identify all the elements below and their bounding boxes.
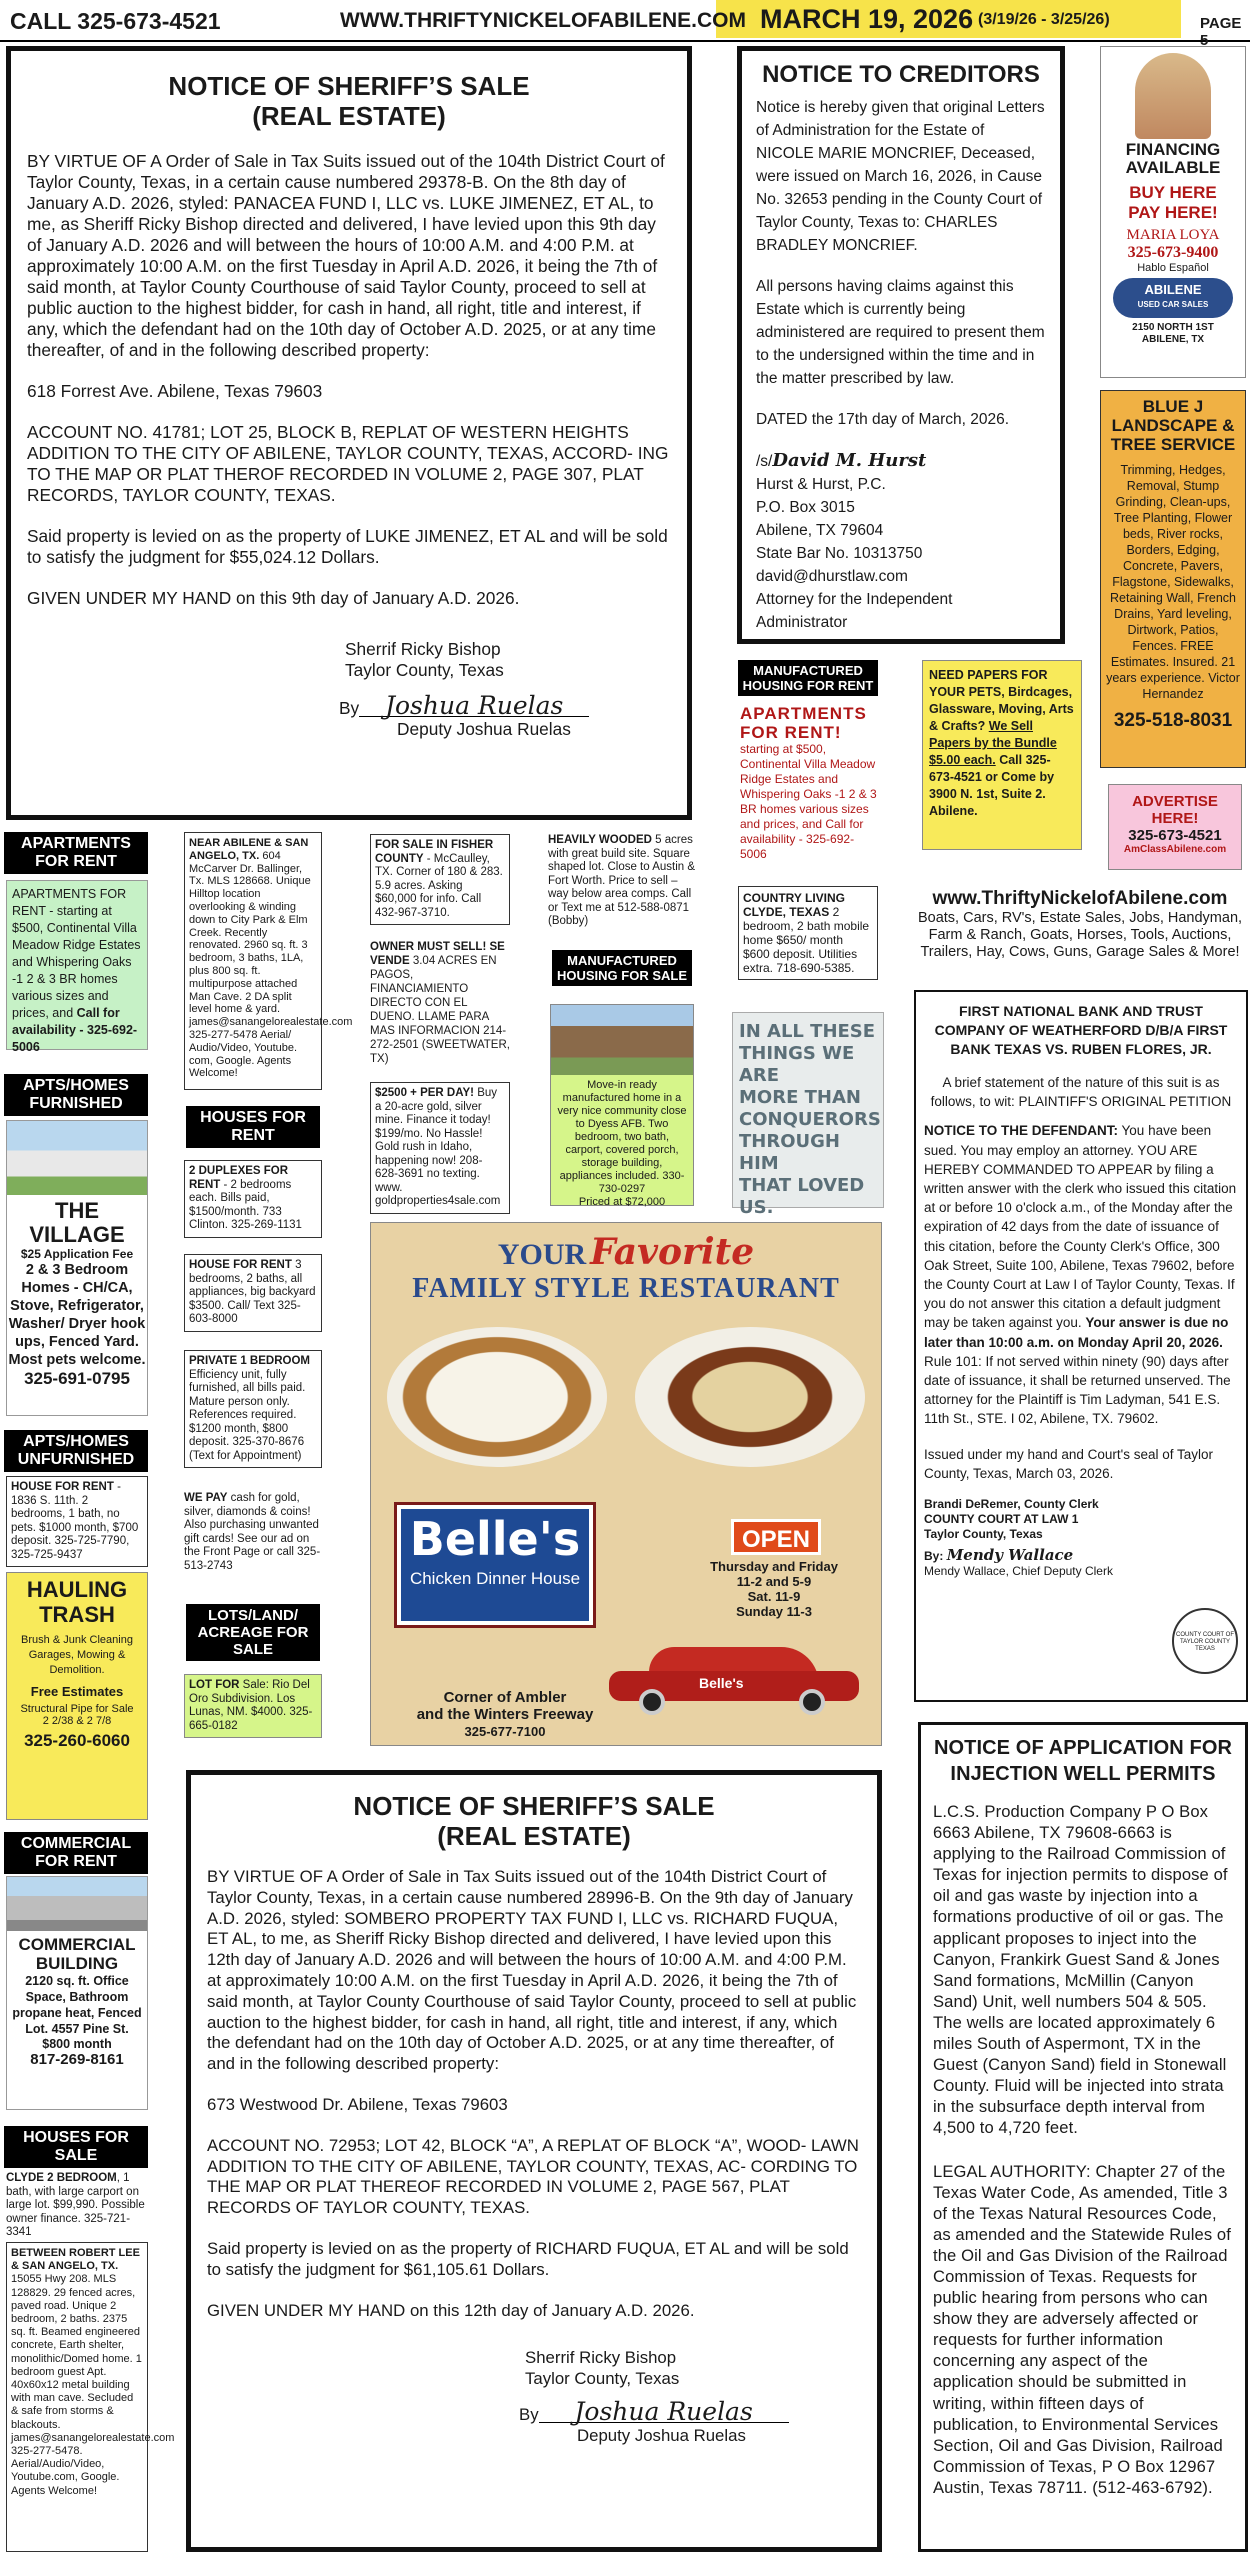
signature2: Joshua Ruelas <box>539 2401 789 2423</box>
belles-headline <box>371 1231 881 1305</box>
red-car-icon <box>609 1637 867 1717</box>
gold-title: $2500 + PER DAY! <box>375 1087 474 1099</box>
hours-4: Sunday 11-3 <box>736 1604 812 1619</box>
verse-l5: THROUGH HIM <box>739 1131 840 1174</box>
duplex-body: - 2 bedrooms each. Bills paid, $1500/month. 733 Clinton. 325-269-1131 <box>189 1178 302 1231</box>
logo-text: ABILENE <box>1144 282 1202 297</box>
creditors-dated: DATED the 17th day of March, 2026. <box>756 411 1010 428</box>
apartments-for-rent-ad <box>6 880 148 1054</box>
page-number: PAGE 5 <box>1200 15 1242 49</box>
sheriff2-account: ACCOUNT NO. 72953; LOT 42, BLOCK “A”, A REPLAT OF BLOCK “A”, WOOD- LAWN ADDITION TO THE CITY OF ABILENE, TAYLOR COUNTY, TEXAS, AC- CORDING TO THE MAP OR PLAT THEREOF RECORDED IN VOLUME 2, PAGE 567, PLAT RECORDS OF TAYLOR COUNTY, TEXAS. <box>207 2135 859 2218</box>
sheriff-account: ACCOUNT NO. 41781; LOT 25, BLOCK B, REPLAT OF WESTERN HEIGHTS ADDITION TO THE CITY OF ABILENE, TAYLOR COUNTY, TEXAS, ACCORD- ING TO THE MAP OR PLAT THEROF RECORDED IN VOLUME 2, PAGE 307, PLAT RECORDS, TAYLOR COUNTY, TEXAS. <box>27 422 669 505</box>
commercial-phone: 817-269-8161 <box>30 2051 124 2068</box>
promo-tagline: Boats, Cars, RV's, Estate Sales, Jobs, Handyman, Farm & Ranch, Goats, Horses, Tools, Auctions, Trailers, Hay, Cows, Guns, Garage Sales & More! <box>917 910 1243 960</box>
robert-body: 15055 Hwy 208. MLS 128829. 29 fenced acres, paved road. Unique 2 bedroom, 2 baths. 2375 sq. ft. Beamed engineered concrete, Earth shelter, monolithic/Domed home. 1 bedroom guest Apt. 40x60x12 metal building with man cave. Secluded & safe from storms & blackouts. james@sanangelorealestate.com 325-277-5478. Aerial/Audio/Video, Youtube.com, Google. Agents Welcome! <box>11 2273 175 2497</box>
clerk-3: Taylor County, Texas <box>924 1527 1043 1542</box>
advertise-here-ad[interactable] <box>1108 784 1242 870</box>
belles-location <box>375 1689 635 1740</box>
mfg-home-sale-ad <box>550 1004 694 1206</box>
lot-for-sale-listing <box>184 1674 322 1738</box>
house-for-rent-listing <box>6 1476 148 1567</box>
sheriff2-title: NOTICE OF SHERIFF’S SALE <box>353 1791 715 1821</box>
clerk-block <box>924 1497 1238 1579</box>
duplex-title: 2 DUPLEXES FOR RENT <box>189 1165 289 1191</box>
near-title: NEAR ABILENE & SAN ANGELO, TX. <box>189 837 309 862</box>
belles-phone: 325-677-7100 <box>464 1724 546 1739</box>
papers-price: We Sell Papers by the Bundle $5.00 each. <box>929 719 1057 767</box>
sheriff-given: GIVEN UNDER MY HAND on this 9th day of January A.D. 2026. <box>27 588 520 608</box>
belles-favorite: Favorite <box>590 1231 755 1273</box>
clyde-title: CLYDE 2 BEDROOM <box>6 2172 117 2184</box>
sheriff2-given: GIVEN UNDER MY HAND on this 12th day of January A.D. 2026. <box>207 2300 695 2320</box>
apts-rent-header: APARTMENTS FOR RENT <box>4 832 148 874</box>
financing-address2: ABILENE, TX <box>1141 334 1205 345</box>
hours-2: 11-2 and 5-9 <box>736 1574 812 1589</box>
belles-hours <box>671 1559 877 1619</box>
movein-body: Move-in ready manufactured home in a very nice community close to Dyess AFB. Two bedroom, two bath, carport, covered porch, storage building, appliances included. 330-730-0297 <box>557 1079 687 1195</box>
belles-sub: Chicken Dinner House <box>409 1569 581 1588</box>
house-rent-body: - 1836 S. 11th. 2 bedrooms, 1 bath, no pets. $1000 month, $700 deposit. 325-725-7790, 325-725-9437 <box>11 1481 139 1561</box>
sheriff2-address: 673 Westwood Dr. Abilene, Texas 79603 <box>207 2094 508 2114</box>
advertise-site[interactable]: AmClassAbilene.com <box>1123 844 1227 855</box>
sig-prefix: /s/ <box>756 453 773 470</box>
sheriff2-levied: Said property is levied on as the property of RICHARD FUQUA, ET AL and will be sold to satisfy the judgment for $61,105.61 Dollars. <box>207 2238 849 2279</box>
creditors-title: NOTICE TO CREDITORS <box>762 61 1040 88</box>
hauling-trash-ad <box>6 1572 148 1820</box>
village-body: 2 & 3 Bedroom Homes - CH/CA, Stove, Refrigerator, Washer/ Dryer hook ups, Fenced Yard. Most pets welcome. <box>8 1262 146 1368</box>
duplex-listing <box>184 1160 322 1238</box>
bluej-phone: 325-518-8031 <box>1113 710 1233 731</box>
house-rent-2-listing <box>184 1254 322 1332</box>
owner-title: OWNER MUST SELL! SE VENDE <box>370 941 505 967</box>
citation-title: FIRST NATIONAL BANK AND TRUST COMPANY OF WEATHERFORD D/B/A FIRST BANK TEXAS VS. RUBEN FLORES, JR. <box>934 1003 1228 1057</box>
financing-ad <box>1100 46 1246 378</box>
belles-restaurant-ad <box>370 1222 882 1746</box>
gold-mine-listing <box>370 1082 510 1214</box>
sheriff-sale-notice-2 <box>186 1770 882 2552</box>
clerk-by: By: <box>924 1549 944 1564</box>
creditors-l3: State Bar No. 10313750 <box>756 545 923 562</box>
wepay-body: cash for gold, silver, diamonds & coins! Also purchasing unwanted gift cards! See our ad on the Front Page or call 325-513-2743 <box>184 1492 321 1572</box>
home-photo-icon <box>551 1005 693 1075</box>
header-date: MARCH 19, 2026 <box>760 4 974 34</box>
sheriff2-signature-block <box>519 2347 861 2446</box>
signature: Joshua Ruelas <box>359 695 589 717</box>
hauling-free: Free Estimates <box>30 1684 124 1699</box>
financing-line2: AVAILABLE <box>1125 158 1221 177</box>
verse-l4: CONQUERORS <box>739 1109 881 1130</box>
citation-due: Your answer is due no later than 10:00 a.m. on Monday April 20, 2026. <box>924 1315 1229 1350</box>
citation-brief: A brief statement of the nature of this suit is as follows, to wit: PLAINTIFF'S ORIGINAL PETITION <box>930 1075 1232 1110</box>
sheriff-signature-block <box>339 639 671 740</box>
injection-p1: L.C.S. Production Company P O Box 6663 Abilene, TX 79608-6663 is applying to the Railroad Commission of Texas for injection permits to dispose of oil and gas waste by injection into a formations productive of oil or gas. The applicant proposes to inject into the Canyon, Frankirk Guest Sand & Jones Sand formations, McMillin (Canyon Sand) Unit, well numbers 504 & 505. The wells are located approximately 6 miles South of Aspermont, TX in the Guest (Canyon Sand) field in Stonewall County. Fluid will be injected into strata in the subsurface depth interval from 4,500 to 4,720 feet. <box>933 1802 1228 2138</box>
country-body: 2 bedroom, 2 bath mobile home $650/ month $600 deposit. Utilities extra. 718-690-5385. <box>743 905 870 975</box>
belles-line2: FAMILY STYLE RESTAURANT <box>412 1273 840 1304</box>
advertise-line1: ADVERTISE <box>1132 793 1218 810</box>
sig-name: David M. Hurst <box>772 450 927 471</box>
injection-p2: LEGAL AUTHORITY: Chapter 27 of the Texas Water Code, As amended, Title 3 of the Texas Natural Resources Code, as amended and the Statewide Rules of the Oil and Gas Division of the Railroad Commission of Texas. Requests for public hearing from persons who can show they are adversely affected or requests for further information concerning any aspect of the application should be submitted in writing, within fifteen days of publication, to Environmental Services Section, Oil and Gas Division, Railroad Commission of Texas, P O Box 12967 Austin, Texas 78711. (512-463-6792). <box>933 2161 1231 2497</box>
gold-body: Buy a 20-acre gold, silver mine. Finance it today! $199/mo. No Hassle! Gold rush in Idaho, happening now! 208-628-3691 no texting. www. goldproperties4sale.com <box>375 1087 501 1207</box>
citation-body: You have been sued. You may employ an attorney. YOU ARE HEREBY COMMANDED TO APPEAR by filing a written answer with the clerk who issued this citation at or before 10 o'clock a.m., of the Monday after the expiration of 42 days from the date of issuance of this citation, before the County Clerk's Office, 300 Oak Street, Suite 100, Abilene, Texas 79602, before the County Court at Law I of Taylor County, Texas. If you do not answer this citation a default judgment may be taken against you. <box>924 1123 1237 1331</box>
sheriff-name: Sherrif Ricky Bishop <box>345 639 501 659</box>
dessert-plate-icon <box>635 1327 865 1467</box>
sheriff-sale-notice-1 <box>6 46 692 820</box>
financing-name: MARIA LOYA <box>1126 227 1220 243</box>
citation-lead: NOTICE TO THE DEFENDANT: <box>924 1123 1119 1139</box>
hauling-size: 2 2/38 & 2 7/8 <box>42 1715 112 1727</box>
private-title: PRIVATE 1 BEDROOM <box>189 1355 310 1367</box>
clyde-body: , 1 bath, with large carport on large lot. $99,990. Possible owner finance. 325-721-3341 <box>6 2172 145 2238</box>
apts-rent-call: Call for availability - 325-692-5006 <box>12 1006 138 1054</box>
site-promo <box>910 888 1250 961</box>
mfg-rent-header: MANUFACTURED HOUSING FOR RENT <box>738 660 878 696</box>
advertise-line2: HERE! <box>1151 810 1199 827</box>
food-plate-icon <box>387 1327 607 1467</box>
sheriff-levied: Said property is levied on as the property of LUKE JIMENEZ, ET AL and will be sold to satisfy the judgment for $55,024.12 Dollars. <box>27 526 668 567</box>
abilene-logo-icon <box>1113 278 1233 318</box>
by-label: By <box>339 698 360 718</box>
header-website[interactable]: WWW.THRIFTYNICKELOFABILENE.COM <box>340 9 746 32</box>
hauling-title: HAULING TRASH <box>26 1577 128 1627</box>
village-phone: 325-691-0795 <box>24 1369 130 1388</box>
mfg-sale-header: MANUFACTURED HOUSING FOR SALE <box>552 950 692 986</box>
citation-issued: Issued under my hand and Court's seal of Taylor County, Texas, March 03, 2026. <box>924 1446 1213 1481</box>
creditors-p2: All persons having claims against this Estate which is currently being administered are required to present them to the undersigned within the time and in the matter prescribed by law. <box>756 278 1045 387</box>
commercial-body: 2120 sq. ft. Office Space, Bathroom propane heat, Fenced Lot. 4557 Pine St. <box>12 1974 142 2036</box>
country-living-listing <box>738 886 878 980</box>
court-seal-icon <box>1172 1608 1238 1674</box>
sheriff-county: Taylor County, Texas <box>345 660 504 680</box>
creditors-email[interactable]: david@dhurstlaw.com <box>756 568 908 585</box>
blue-j-landscape-ad <box>1100 390 1246 768</box>
mfg-rent-listing <box>740 704 880 862</box>
promo-site[interactable]: www.ThriftyNickelofAbilene.com <box>932 888 1228 909</box>
verse-text <box>739 1021 881 1219</box>
sheriff-title: NOTICE OF SHERIFF’S SALE <box>168 71 530 101</box>
financing-address1: 2150 NORTH 1ST <box>1132 322 1214 333</box>
open-text: OPEN <box>741 1526 810 1553</box>
bluej-title: BLUE J LANDSCAPE & TREE SERVICE <box>1110 397 1236 454</box>
person-photo-icon <box>1135 53 1211 139</box>
mfg-rent-body: starting at $500, Continental Villa Meadow Ridge Estates and Whispering Oaks -1 2 & 3 BR homes various sizes and prices, and Call for availability - 325-692-5006 <box>740 742 877 861</box>
belles-your: YOUR <box>497 1238 587 1271</box>
belles-name: Belle's <box>409 1512 581 1566</box>
papers-body: NEED PAPERS FOR YOUR PETS, Birdcages, Glassware, Moving, Arts & Crafts? <box>929 668 1074 733</box>
wooded-body: 5 acres with great build site. Square shaped lot. Close to Austin & Fort Worth. Price to sell – way below area comps. Call or Text me at 512-588-0871 (Bobby) <box>548 834 696 927</box>
commercial-title: COMMERCIAL BUILDING <box>18 1935 136 1973</box>
house2-title: HOUSE FOR RENT <box>189 1259 292 1271</box>
sheriff-subtitle: (REAL ESTATE) <box>252 101 446 131</box>
fisher-title: FOR SALE IN FISHER COUNTY <box>375 839 494 865</box>
sheriff2-name: Sherrif Ricky Bishop <box>525 2348 677 2368</box>
sheriff2-county: Taylor County, Texas <box>525 2369 680 2389</box>
deputy-name: Deputy Joshua Ruelas <box>397 719 571 739</box>
houses-rent-header: HOUSES FOR RENT <box>186 1106 320 1148</box>
village-photo-icon <box>7 1121 147 1195</box>
verse-l2: THINGS WE ARE <box>739 1043 855 1086</box>
creditors-l1: P.O. Box 3015 <box>756 499 855 516</box>
financing-spanish: Hablo Español <box>1137 262 1209 274</box>
fisher-county-listing <box>370 834 510 925</box>
clerk-sig: Mendy Wallace <box>946 1546 1074 1565</box>
bluej-body: Trimming, Hedges, Removal, Stump Grinding, Clean-ups, Tree Planting, Flower beds, River rocks, Borders, Edging, Concrete, Pavers, Flagstone, Sidewalks, Retaining Wall, French Drains, Yard leveling, Dirtwork, Patios, Fences. FREE Estimates. Insured. 21 years experience. Victor Hernandez <box>1106 463 1240 701</box>
creditors-l0: Hurst & Hurst, P.C. <box>756 476 886 493</box>
sheriff2-subtitle: (REAL ESTATE) <box>437 1821 631 1851</box>
furnished-header: APTS/HOMES FURNISHED <box>4 1074 148 1116</box>
we-pay-listing <box>184 1492 322 1573</box>
robert-lee-listing <box>6 2242 175 2552</box>
citation-rule: Rule 101: If not served within ninety (90) days after date of issuance, it shall be returned unserved. The attorney for the Plaintiff is Tim Ladyman, 541 E.S. 11th St., STE. I 02, Abilene, TX. 79602. <box>924 1353 1231 1427</box>
wooded-title: HEAVILY WOODED <box>548 834 652 846</box>
building-photo-icon <box>7 1877 147 1931</box>
owner-body: 3.04 ACRES EN PAGOS, FINANCIAMIENTO DIRECTO CON EL DUENO. LLAME PARA MAS INFORMACION 214-272-2501 (SWEETWATER, TX) <box>370 955 510 1065</box>
commercial-price: $800 month <box>42 2037 112 2051</box>
wepay-title: WE PAY <box>184 1492 228 1504</box>
logo-sub: USED CAR SALES <box>1137 300 1209 309</box>
header-date-range: (3/19/26 - 3/25/26) <box>978 11 1110 28</box>
corner-2: and the Winters Freeway <box>416 1706 594 1723</box>
hauling-phone: 325-260-6060 <box>24 1731 130 1750</box>
hours-3: Sat. 11-9 <box>747 1589 801 1604</box>
private-bedroom-listing <box>184 1350 322 1468</box>
near-body: 604 McCarver Dr. Ballinger, Tx. MLS 128668. Unique Hilltop location overlooking & winding down to City Park & Elm Creek. Recently renovated. 2960 sq. ft. 3 bedroom, 3 baths, 1LA, plus 800 sq. ft. multipurpose attached Man Cave. 2 DA split level home & yard. james@sanangelorealestate.com 325-277-5478 Aerial/ Audio/Video, Youtube. com, Google. Agents Welcome! <box>189 849 353 1080</box>
village-fee: $25 Application Fee <box>20 1247 134 1261</box>
verse-l6: THAT LOVED US. <box>739 1175 865 1218</box>
hours-1: Thursday and Friday <box>710 1559 838 1574</box>
sheriff2-p1: BY VIRTUE OF A Order of Sale in Tax Suits issued out of the 104th District Court of Taylor County, Texas, in a certain cause numbered 28996-B. On the 9th day of January A.D. 2026, styled: SOMBERO PROPERTY TAX FUND I, LLC vs. RICHARD FUQUA, ET AL, to me, as Sheriff Ricky Bishop directed and delivered, I have levied upon this 12th day of January A.D. 2026 and will between the hours of 10:00 A.M. and 4:00 P.M. at approximately 10:00 A.M. on the first Tuesday in April A.D. 2026, it being the 7th of said month, at Taylor County Courthouse of said Taylor County, proceed to sell at public auction to the highest bidder, for cash in hand, all right, title and interest, if any, which the defendant had on the 10th day of October A.D. 2025, or at any time thereafter, of and in the following described property: <box>207 1867 857 2074</box>
corner-1: Corner of Ambler <box>443 1689 567 1706</box>
country-title: COUNTRY LIVING CLYDE, TEXAS <box>743 891 846 919</box>
clerk-deputy: Mendy Wallace, Chief Deputy Clerk <box>924 1564 1113 1579</box>
financing-line4: PAY HERE! <box>1128 203 1218 222</box>
creditors-l5: Attorney for the Independent Administrator <box>756 591 953 631</box>
sheriff-p1: BY VIRTUE OF A Order of Sale in Tax Suits issued out of the 104th District Court of Taylor County, Texas, in a certain cause numbered 29378-B. On the 8th day of January A.D. 2026, styled: PANACEA FUND I, LLC vs. LUKE JIMENEZ, ET AL, to me, as Sheriff Ricky Bishop directed and delivered, I have levied upon this 9th day of January A.D. 2026 and will between the hours of 10:00 A.M. and 4:00 P.M. at approximately 10:00 A.M. on the first Tuesday in April A.D. 2026, it being the 7th of said month, at Taylor County Courthouse of said Taylor County, proceed to sell at public auction to the highest bidder, for cash in hand, all right, title and interest, if any, which the defendant had on the 10th day of October A.D. 2025, or at any time thereafter, of and in the following described property: <box>27 151 665 360</box>
movein-box <box>551 1075 693 1208</box>
house-rent-title: HOUSE FOR RENT <box>11 1481 114 1493</box>
robert-title: BETWEEN ROBERT LEE & SAN ANGELO, TX. <box>11 2247 140 2273</box>
financing-line1: FINANCING <box>1125 140 1221 159</box>
lots-header: LOTS/LAND/ ACREAGE FOR SALE <box>186 1604 320 1661</box>
papers-contact: Call 325-673-4521 or Come by 3900 N. 1st, Suite 2. Abilene. <box>929 753 1055 818</box>
fisher-body: - McCaulley, TX. Corner of 180 & 283. 5.9 acres. Asking $60,000 for info. Call 432-967-3710. <box>375 852 503 919</box>
private-body: Efficiency unit, fully furnished, all bills paid. Mature person only. References required. $1200 month, $800 deposit. 325-370-8676 (Text for Appointment) <box>189 1368 306 1462</box>
sheriff-address: 618 Forrest Ave. Abilene, Texas 79603 <box>27 381 323 401</box>
clyde-listing <box>6 2172 148 2240</box>
house2-body: 3 bedrooms, 2 baths, all appliances, big backyard $3500. Call/ Text 325-603-8000 <box>189 1259 316 1325</box>
injection-well-notice <box>918 1722 1248 2552</box>
injection-title: NOTICE OF APPLICATION FOR INJECTION WELL PERMITS <box>933 1737 1233 1785</box>
houses-sale-header: HOUSES FOR SALE <box>4 2126 148 2168</box>
lot-title: LOT FOR <box>189 1679 240 1691</box>
hauling-body: Brush & Junk Cleaning Garages, Mowing & Demolition. <box>21 1634 133 1676</box>
seal-text: COUNTY COURT OF TAYLOR COUNTY TEXAS <box>1175 1632 1234 1652</box>
verse-l1: IN ALL THESE <box>739 1021 876 1042</box>
verse-l3: MORE THAN <box>739 1087 861 1108</box>
notice-to-creditors <box>737 46 1065 644</box>
the-village-ad <box>6 1120 148 1416</box>
heavily-wooded-listing <box>548 834 698 929</box>
belles-logo <box>397 1505 593 1625</box>
papers-ad <box>922 660 1082 850</box>
movein-price: Priced at $72,000 <box>578 1196 666 1208</box>
village-title: THE VILLAGE <box>29 1198 125 1247</box>
mfg-rent-title: APARTMENTS FOR RENT! <box>740 704 867 742</box>
commercial-building-ad <box>6 1876 148 2110</box>
car-text: Belle's <box>699 1675 744 1691</box>
advertise-phone: 325-673-4521 <box>1128 827 1222 844</box>
deputy2-name: Deputy Joshua Ruelas <box>577 2426 746 2446</box>
clerk-2: COUNTY COURT AT LAW 1 <box>924 1512 1079 1527</box>
header-phone: CALL 325-673-4521 <box>10 8 221 34</box>
financing-line3: BUY HERE <box>1129 183 1217 202</box>
owner-must-sell-listing <box>370 940 510 1066</box>
by2-label: By <box>519 2405 539 2425</box>
conquerors-verse <box>732 1012 884 1218</box>
creditors-p1: Notice is hereby given that original Letters of Administration for the Estate of NICOLE MARIE MONCRIEF, Deceased, were issued on March 16, 2026, in Cause No. 32653 pending in the County Court of Taylor County, Texas to: CHARLES BRADLEY MONCRIEF. <box>756 99 1045 254</box>
lot-body: Sale: Rio Del Oro Subdivision. Los Lunas, NM. $4000. 325-665-0182 <box>189 1679 313 1732</box>
creditors-l2: Abilene, TX 79604 <box>756 522 884 539</box>
financing-phone: 325-673-9400 <box>1127 244 1219 261</box>
hauling-sub: Structural Pipe for Sale <box>20 1703 134 1715</box>
creditors-signature <box>756 449 1046 473</box>
near-abilene-listing <box>184 832 353 1090</box>
open-sign-icon <box>731 1519 821 1555</box>
apts-rent-body: APARTMENTS FOR RENT - starting at $500, Continental Villa Meadow Ridge Estates and Whispering Oaks -1 2 & 3 BR homes various sizes and prices, and <box>12 887 141 1020</box>
commercial-header: COMMERCIAL FOR RENT <box>4 1832 148 1874</box>
clerk-1: Brandi DeRemer, County Clerk <box>924 1497 1099 1512</box>
unfurnished-header: APTS/HOMES UNFURNISHED <box>4 1430 148 1472</box>
citation-notice <box>914 990 1248 1702</box>
